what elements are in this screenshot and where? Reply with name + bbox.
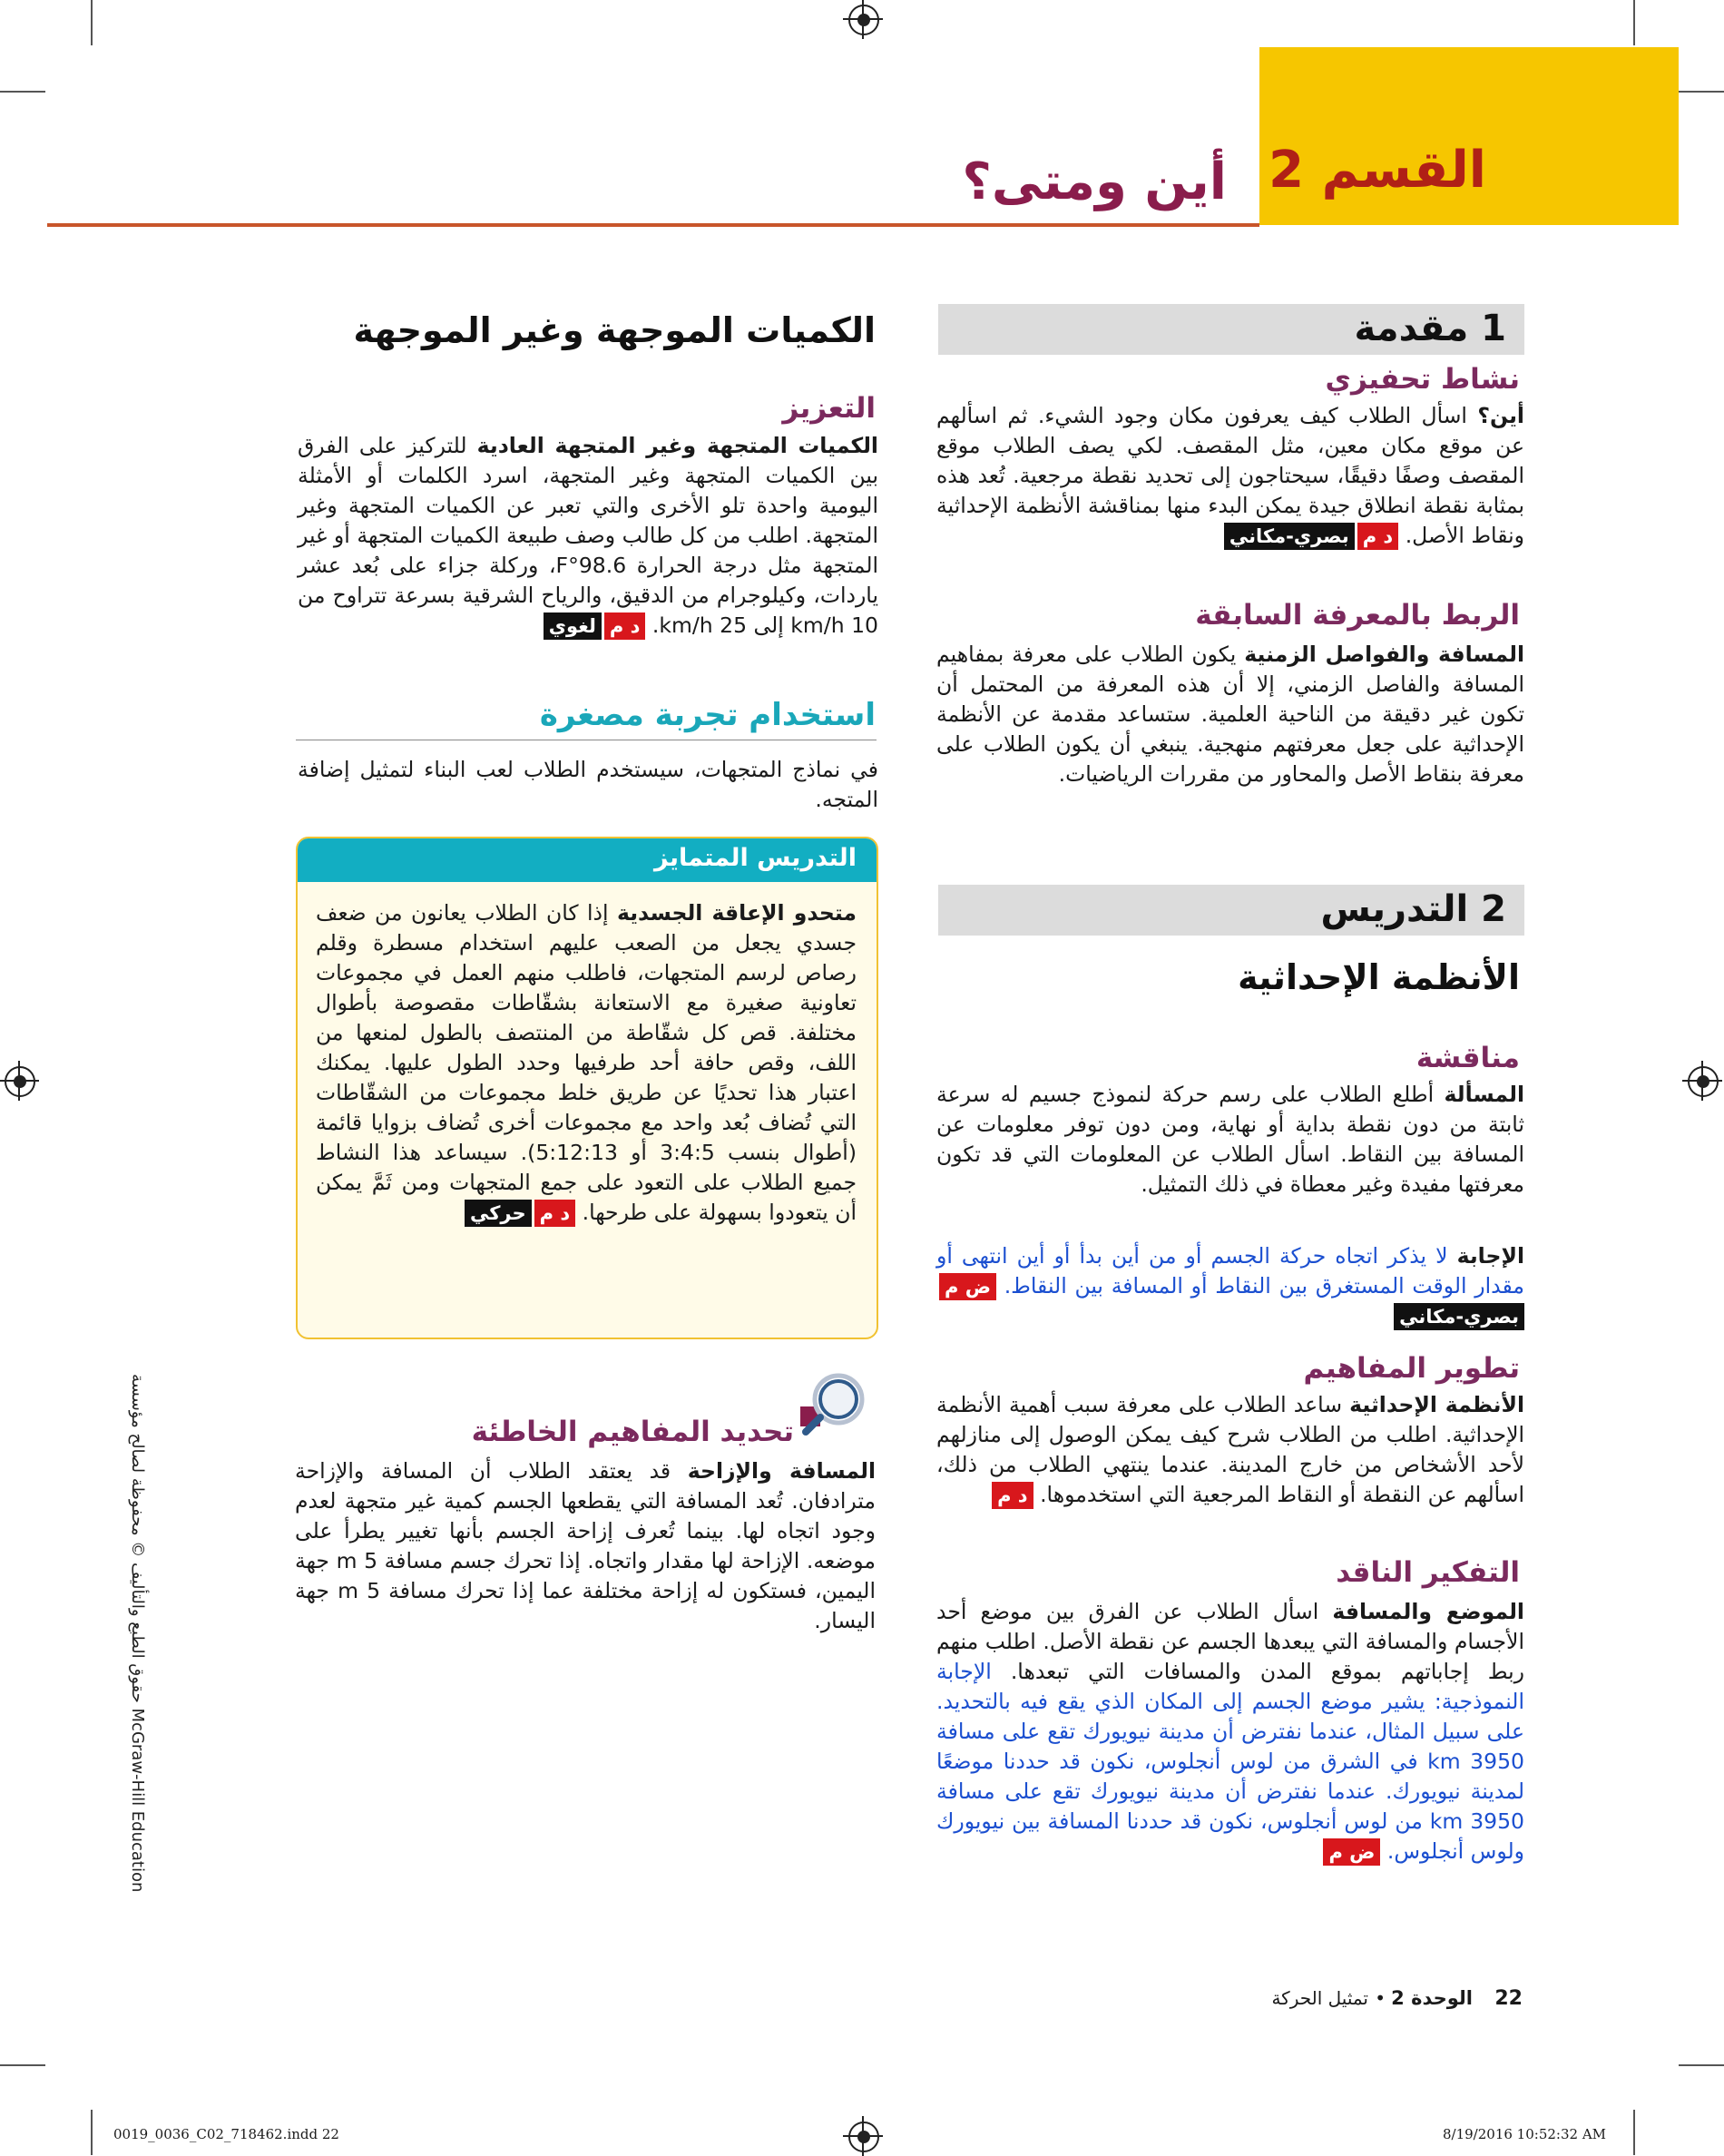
coord-systems-title: الأنظمة الإحداثية <box>1238 957 1520 997</box>
tag-dm: د م <box>534 1200 575 1227</box>
teach-heading-bar <box>938 885 1524 936</box>
teach-heading: 2 التدريس <box>1320 888 1506 930</box>
misconceptions-heading: تحديد المفاهيم الخاطئة <box>471 1416 794 1448</box>
mini-lab-heading: استخدام تجربة مصغرة <box>539 697 876 733</box>
vector-quantities-title: الكميات الموجهة وغير الموجهة <box>353 310 876 350</box>
registration-mark-icon <box>1688 1066 1719 1097</box>
reinforce-heading: التعزيز <box>782 392 876 425</box>
motivate-text: اسأل الطلاب كيف يعرفون مكان وجود الشيء. ثم اسألهم عن موقع مكان معين، مثل المقصف. لكي يصف الطلاب موقع المقصف وصفًا دقيقًا، سيحتاجون إلى تحديد نقطة مرجعية. تُعد هذه بمثابة نقطة انطلاق جيدة يمكن البدء منها بمناقشة الأنظمة الإحداثية ونقاط الأصل. <box>936 403 1524 548</box>
tag-dm: د م <box>992 1482 1033 1509</box>
concepts-paragraph <box>936 1390 1524 1510</box>
differentiated-instruction-heading: التدريس المتمايز <box>654 844 857 872</box>
header-rule <box>47 223 1259 227</box>
critical-lead: الموضع والمسافة <box>1332 1599 1524 1624</box>
file-name: 0019_0036_C02_718462.indd 22 <box>113 2126 339 2142</box>
tag-dm: ض م <box>1323 1838 1380 1866</box>
misconceptions-paragraph <box>295 1456 876 1636</box>
misconceptions-text: قد يعتقد الطلاب أن المسافة والإزاحة مترادفان. تُعد المسافة التي يقطعها الجسم كمية غير متجهة لعدم وجود اتجاه لها. بينما تُعرف إزاحة الجسم بأنها تغيير يطرأ على موضعه. الإزاحة لها مقدار واتجاه. إذا تحرك جسم مسافة 5 m جهة اليمين، فستكون له إزاحة مختلفة عما إذا تحرك مسافة 5 m جهة اليسار. <box>295 1458 876 1633</box>
answer-lead: الإجابة <box>1456 1243 1524 1269</box>
tag-kinesthetic: حركي <box>465 1200 532 1227</box>
discussion-heading: مناقشة <box>1415 1042 1520 1074</box>
prior-lead: المسافة والفواصل الزمنية <box>1244 642 1525 667</box>
discussion-lead: المسألة <box>1444 1082 1524 1107</box>
timestamp: 8/19/2016 10:52:32 AM <box>1443 2126 1607 2142</box>
critical-text: اسأل الطلاب عن الفرق بين موضع أحد الأجسام والمسافة التي يبعدها الجسم عن نقطة الأصل. اطلب منهم ربط إجاباتهم بموقع المدن والمسافات التي تبعدها. <box>936 1599 1525 1684</box>
mini-lab-paragraph: في نماذج المتجهات، سيستخدم الطلاب لعب البناء لتمثيل إضافة المتجه. <box>298 757 878 812</box>
discussion-paragraph <box>936 1080 1524 1200</box>
concepts-lead: الأنظمة الإحداثية <box>1349 1392 1524 1417</box>
footer-bullet: • <box>1375 1987 1386 2009</box>
differentiated-instruction-paragraph <box>316 898 857 1228</box>
copyright-note: حقوق الطبع والتأليف © محفوظة لصالح مؤسسة McGraw-Hill Education <box>128 1374 147 1893</box>
differentiated-instruction-box <box>296 837 878 1339</box>
tag-linguistic: لغوي <box>544 612 602 640</box>
prior-knowledge-heading: الربط بالمعرفة السابقة <box>1195 599 1520 632</box>
misconceptions-lead: المسافة والإزاحة <box>687 1458 876 1484</box>
intro-heading-bar <box>938 304 1524 355</box>
crop-mark <box>0 2064 45 2066</box>
tag-dm: د م <box>1357 523 1398 550</box>
diff-text: إذا كان الطلاب يعانون من ضعف جسدي يجعل من الصعب عليهم استخدام مسطرة وقلم رصاص لرسم المتجهات، فاطلب منهم العمل في مجموعات تعاونية صغيرة مع الاستعانة بشقّاطات مقصوصة بأطوال مختلفة. قص كل شقّاطة من المنتصف بالطول لمنعها من اللف، وقص حافة أحد طرفيها وحدد الطول عليها. يمكنك اعتبار هذا تحديًا عن طريق خلط مجموعات من الشقّاطات التي تُضاف بُعد واحد مع مجموعات أخرى تُضاف بزوايا قائمة (أطوال بنسب 3:4:5 أو 5:12:13). سيساعد هذا النشاط جميع الطلاب على التعود على جمع المتجهات ومن ثَمَّ يمكن أن يتعودوا بسهولة على طرحها. <box>316 900 857 1225</box>
crop-mark <box>1633 2110 1635 2155</box>
footer-unit: الوحدة 2 <box>1391 1987 1473 2009</box>
crop-mark <box>1679 91 1724 93</box>
tag-dm: د م <box>604 612 645 640</box>
crop-mark <box>0 91 45 93</box>
registration-mark-icon <box>848 2122 879 2152</box>
prior-knowledge-paragraph <box>936 640 1524 789</box>
section-title: أين ومتى؟ <box>962 152 1227 211</box>
diff-lead: متحدو الإعاقة الجسدية <box>616 900 857 926</box>
crop-mark <box>91 2110 93 2155</box>
discussion-answer <box>936 1241 1524 1331</box>
concepts-heading: تطوير المفاهيم <box>1303 1352 1520 1385</box>
prior-text: يكون الطلاب على معرفة بمفاهيم المسافة والفاصل الزمني، إلا أن هذه المعرفة من المحتمل أن تكون غير دقيقة من الناحية العلمية. ستساعد مقدمة عن الأنظمة الإحداثية على جعل معرفتهم منهجية. ينبغي أن يكون الطلاب على معرفة بنقاط الأصل والمحاور من مقررات الرياضيات. <box>936 642 1524 787</box>
motivate-paragraph <box>936 401 1524 551</box>
magnifier-icon <box>798 1370 869 1441</box>
reinforce-text: للتركيز على الفرق بين الكميات المتجهة وغير المتجهة، اسرد الكلمات أو الأمثلة اليومية واحدة تلو الأخرى والتي تعبر عن الكميات المتجهة وغير المتجهة. اطلب من كل طالب وصف طبيعة الكميات المتجهة أو غير المتجهة مثل درجة الحرارة 98.6°F، وركلة جزاء على بُعد عشر ياردات، وكيلوجرام من الدقيق، والرياح الشرقية بسرعة تتراوح من 10 km/h إلى 25 km/h. <box>298 433 879 638</box>
answer-text: لا يذكر اتجاه حركة الجسم أو من أين بدأ أو أين انتهى أو مقدار الوقت المستغرق بين النقاط أو المسافة بين النقاط. <box>936 1243 1524 1298</box>
critical-thinking-heading: التفكير الناقد <box>1336 1556 1520 1589</box>
differentiated-instruction-header <box>298 838 877 882</box>
intro-heading: 1 مقدمة <box>1354 308 1506 349</box>
discussion-text: أطلع الطلاب على رسم حركة لنموذج جسيم له سرعة ثابتة من دون نقطة بداية أو نهاية، ومن دون توفر معلومات عن المسافة بين النقاط. اسأل الطلاب عن المعلومات التي قد تكون معرفتها مفيدة وغير معطاة في ذلك التمثيل. <box>936 1082 1524 1197</box>
tag-visual-spatial: بصري-مكاني <box>1394 1303 1524 1330</box>
registration-mark-icon <box>848 5 879 35</box>
motivate-heading: نشاط تحفيزي <box>1325 363 1520 396</box>
reinforce-lead: الكميات المتجهة وغير المتجهة العادية <box>476 433 878 458</box>
crop-mark <box>1679 2064 1724 2066</box>
registration-mark-icon <box>5 1066 35 1097</box>
motivate-lead: أين؟ <box>1477 403 1524 428</box>
reinforce-paragraph <box>298 431 878 641</box>
critical-answer: الإجابة النموذجية: يشير موضع الجسم إلى المكان الذي يقع فيه بالتحديد. على سبيل المثال، عندما نفترض أن مدينة نيويورك تقع على مسافة 3950 km في الشرق من لوس أنجلوس، نكون قد حددنا موضعًا لمدينة نيويورك. عندما نفترض أن مدينة نيويورك تقع على مسافة 3950 km من لوس أنجلوس، نكون قد حددنا المسافة بين نيويورك ولوس أنجلوس. <box>936 1659 1524 1864</box>
tag-dm: ض م <box>939 1273 996 1300</box>
tag-visual-spatial: بصري-مكاني <box>1224 523 1355 550</box>
page-number: 22 <box>1494 1987 1523 2010</box>
section-label: القسم 2 <box>1269 141 1486 200</box>
crop-mark <box>91 0 93 45</box>
footer-unit-title: تمثيل الحركة <box>1271 1987 1368 2009</box>
critical-thinking-paragraph <box>936 1597 1524 1867</box>
concepts-text: ساعد الطلاب على معرفة سبب أهمية الأنظمة الإحداثية. اطلب من الطلاب شرح كيف يمكن الوصول إلى منازلهم لأحد الأشخاص من خارج المدينة. عندما ينتهي الطلاب من ذلك، اسألهم عن النقطة أو النقاط المرجعية التي استخدموها. <box>936 1392 1524 1507</box>
crop-mark <box>1633 0 1635 45</box>
